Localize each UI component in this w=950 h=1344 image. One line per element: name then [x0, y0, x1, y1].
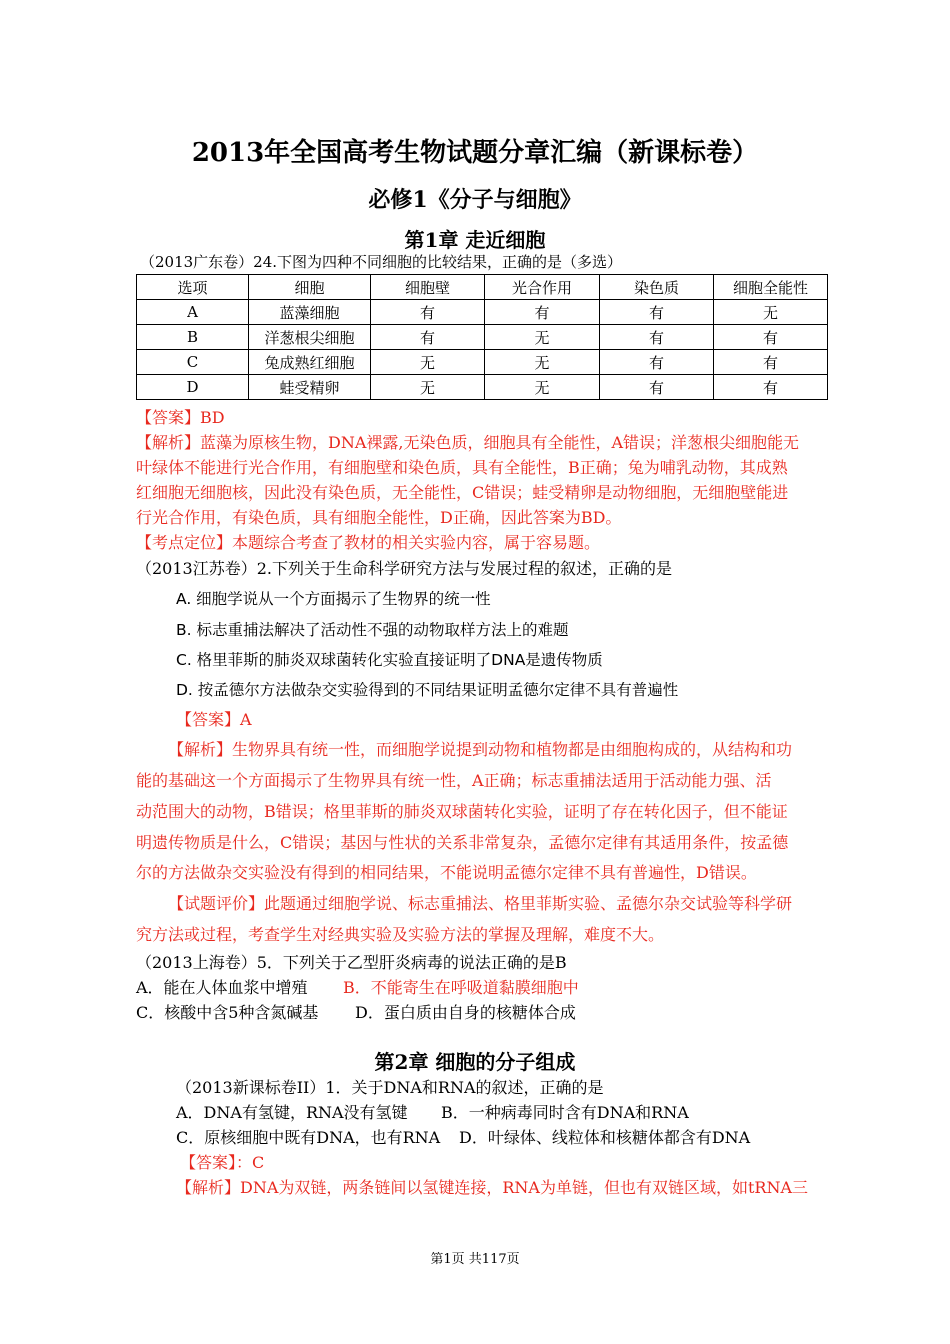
- table-cell: 有: [371, 325, 485, 350]
- q2-analysis-line: 尔的方法做杂交实验没有得到的相同结果，不能说明孟德尔定律不具有普遍性，D错误。: [136, 863, 757, 882]
- table-row: [137, 350, 828, 375]
- q1-analysis-line: 行光合作用，有染色质，具有细胞全能性，D正确，因此答案为BD。: [136, 508, 622, 527]
- q1-key-point: 【考点定位】本题综合考查了教材的相关实验内容，属于容易题。: [136, 533, 601, 552]
- table-cell: A: [137, 300, 249, 325]
- q2-option: C. 格里菲斯的肺炎双球菌转化实验直接证明了DNA是遗传物质: [176, 651, 603, 669]
- section-subtitle: 必修1《分子与细胞》: [368, 187, 582, 213]
- table-cell: C: [137, 350, 249, 375]
- q2-option: A. 细胞学说从一个方面揭示了生物界的统一性: [176, 590, 491, 608]
- table-cell: 有: [371, 300, 485, 325]
- table-cell: 无: [485, 375, 600, 400]
- table-cell: 兔成熟红细胞: [249, 350, 371, 375]
- q4-answer: 【答案】：C: [180, 1153, 265, 1172]
- table-cell: 洋葱根尖细胞: [249, 325, 371, 350]
- table-row: [137, 325, 828, 350]
- q1-stem: （2013广东卷）24.下图为四种不同细胞的比较结果，正确的是（多选）: [140, 253, 623, 271]
- q2-review-line: 究方法或过程，考查学生对经典实验及实验方法的掌握及理解，难度不大。: [136, 925, 665, 944]
- table-row: [137, 375, 828, 400]
- q3-option-d: D．蛋白质由自身的核糖体合成: [355, 1003, 576, 1022]
- table-row: [137, 300, 828, 325]
- table-header-cell: 细胞壁: [371, 275, 485, 300]
- q2-stem: （2013江苏卷）2.下列关于生命科学研究方法与发展过程的叙述，正确的是: [136, 559, 672, 578]
- table-cell: 有: [714, 375, 828, 400]
- q3-option-b: B．不能寄生在呼吸道黏膜细胞中: [343, 978, 579, 997]
- page-title: 2013年全国高考生物试题分章汇编（新课标卷）: [191, 138, 759, 168]
- q1-answer: 【答案】BD: [136, 408, 225, 427]
- table-header-cell: 光合作用: [485, 275, 600, 300]
- q2-review-line: 【试题评价】此题通过细胞学说、标志重捕法、格里菲斯实验、孟德尔杂交试验等科学研: [168, 894, 793, 913]
- table-cell: B: [137, 325, 249, 350]
- q1-analysis-line: 【解析】蓝藻为原核生物，DNA裸露,无染色质，细胞具有全能性，A错误；洋葱根尖细胞能无: [136, 433, 800, 452]
- table-cell: 有: [600, 300, 714, 325]
- q2-analysis-line: 能的基础这一个方面揭示了生物界具有统一性，A正确；标志重捕法适用于活动能力强、活: [136, 771, 772, 790]
- table-cell: 有: [714, 325, 828, 350]
- q3-stem: （2013上海卷）5．下列关于乙型肝炎病毒的说法正确的是B: [136, 953, 567, 972]
- table-cell: 无: [371, 350, 485, 375]
- q3-option-c: C．核酸中含5种含氮碱基: [136, 1003, 319, 1022]
- q2-answer: 【答案】A: [176, 710, 252, 729]
- q2-analysis-line: 【解析】生物界具有统一性，而细胞学说提到动物和植物都是由细胞构成的，从结构和功: [168, 740, 793, 759]
- table-cell: 有: [485, 300, 600, 325]
- table-cell: 蓝藻细胞: [249, 300, 371, 325]
- table-cell: 有: [600, 325, 714, 350]
- q4-option-d: D．叶绿体、线粒体和核糖体都含有DNA: [459, 1128, 751, 1147]
- chapter-1-heading: 第1章 走近细胞: [404, 228, 546, 252]
- table-cell: 无: [485, 350, 600, 375]
- table-cell: 有: [600, 375, 714, 400]
- chapter-2-heading: 第2章 细胞的分子组成: [374, 1050, 576, 1074]
- q4-option-c: C．原核细胞中既有DNA，也有RNA: [176, 1128, 441, 1147]
- q4-option-a: A．DNA有氢键，RNA没有氢键: [176, 1103, 408, 1122]
- table-cell: 有: [714, 350, 828, 375]
- table-header-cell: 细胞全能性: [714, 275, 828, 300]
- q2-option: B. 标志重捕法解决了活动性不强的动物取样方法上的难题: [176, 621, 569, 639]
- table-header-row: [137, 275, 828, 300]
- table-header-cell: 选项: [137, 275, 249, 300]
- table-cell: D: [137, 375, 249, 400]
- q2-option: D. 按孟德尔方法做杂交实验得到的不同结果证明孟德尔定律不具有普遍性: [176, 681, 679, 699]
- q4-option-b: B．一种病毒同时含有DNA和RNA: [441, 1103, 689, 1122]
- table-cell: 有: [600, 350, 714, 375]
- q1-analysis-line: 红细胞无细胞核，因此没有染色质，无全能性，C错误；蛙受精卵是动物细胞，无细胞壁能进: [136, 483, 789, 502]
- table-header-cell: 染色质: [600, 275, 714, 300]
- q4-analysis-line: 【解析】DNA为双链，两条链间以氢键连接，RNA为单链，但也有双链区域，如tRNA三: [176, 1178, 809, 1197]
- table-cell: 无: [485, 325, 600, 350]
- table-cell: 无: [714, 300, 828, 325]
- page-footer: 第1页 共117页: [430, 1252, 520, 1267]
- table-header-cell: 细胞: [249, 275, 371, 300]
- q2-analysis-line: 明遗传物质是什么，C错误；基因与性状的关系非常复杂，孟德尔定律有其适用条件，按孟德: [136, 833, 789, 852]
- q3-option-a: A．能在人体血浆中增殖: [136, 978, 308, 997]
- q2-analysis-line: 动范围大的动物，B错误；格里菲斯的肺炎双球菌转化实验，证明了存在转化因子，但不能证: [136, 802, 788, 821]
- q1-analysis-line: 叶绿体不能进行光合作用，有细胞壁和染色质，具有全能性，B正确；兔为哺乳动物，其成熟: [136, 458, 788, 477]
- table-cell: 无: [371, 375, 485, 400]
- table-cell: 蛙受精卵: [249, 375, 371, 400]
- comparison-table: [136, 274, 828, 400]
- q4-stem: （2013新课标卷II）1．关于DNA和RNA的叙述，正确的是: [176, 1078, 604, 1097]
